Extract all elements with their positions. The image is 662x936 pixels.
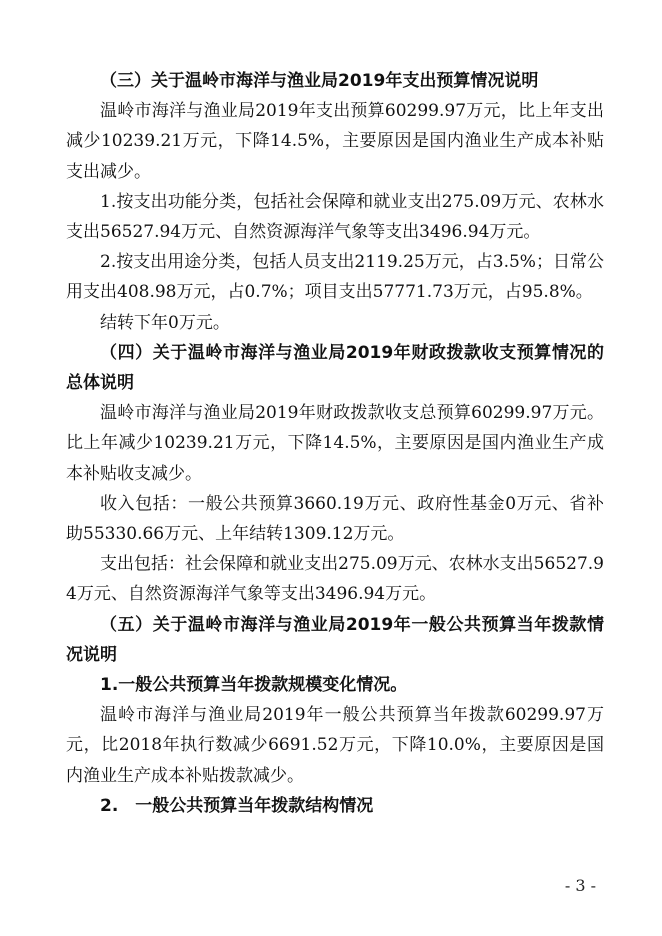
- paragraph-general-budget-allocation: 温岭市海洋与渔业局2019年一般公共预算当年拨款60299.97万元，比2018年执行数减少6691.52万元，下降10.0%，主要原因是国内渔业生产成本补贴拨款减少。: [66, 705, 604, 786]
- section-heading-3: （三）关于温岭市海洋与渔业局2019年支出预算情况说明: [100, 71, 539, 91]
- section-heading-4: （四）关于温岭市海洋与渔业局2019年财政拨款收支预算情况的总体说明: [66, 342, 604, 394]
- subheading-structure: 2. 一般公共预算当年拨款结构情况: [100, 795, 374, 816]
- paragraph-carryover: 结转下年0万元。: [100, 312, 230, 333]
- paragraph-expenditure: 支出包括：社会保障和就业支出275.09万元、农林水支出56527.94万元、自然资源海洋气象等支出3496.94万元。: [66, 554, 604, 605]
- paragraph-usage-classification: 2.按支出用途分类，包括人员支出2119.25万元，占3.5%；日常公用支出408.98万元，占0.7%；项目支出57771.73万元，占95.8%。: [66, 252, 604, 303]
- paragraph-income: 收入包括：一般公共预算3660.19万元、政府性基金0万元、省补助55330.66万元、上年结转1309.12万元。: [66, 493, 604, 545]
- subheading-scale-change: 1.一般公共预算当年拨款规模变化情况。: [100, 675, 408, 696]
- document-body: [66, 66, 604, 821]
- paragraph-functional-classification: 1.按支出功能分类，包括社会保障和就业支出275.09万元、农林水支出56527.94万元、自然资源海洋气象等支出3496.94万元。: [66, 191, 604, 243]
- section-heading-5: （五）关于温岭市海洋与渔业局2019年一般公共预算当年拨款情况说明: [66, 614, 604, 665]
- paragraph-fiscal-budget-summary: 温岭市海洋与渔业局2019年财政拨款收支总预算60299.97万元。比上年减少10239.21万元，下降14.5%，主要原因是国内渔业生产成本补贴收支减少。: [66, 403, 604, 484]
- paragraph-expenditure-summary: 温岭市海洋与渔业局2019年支出预算60299.97万元，比上年支出减少10239.21万元，下降14.5%，主要原因是国内渔业生产成本补贴支出减少。: [66, 101, 604, 182]
- page-number: - 3 -: [564, 876, 596, 895]
